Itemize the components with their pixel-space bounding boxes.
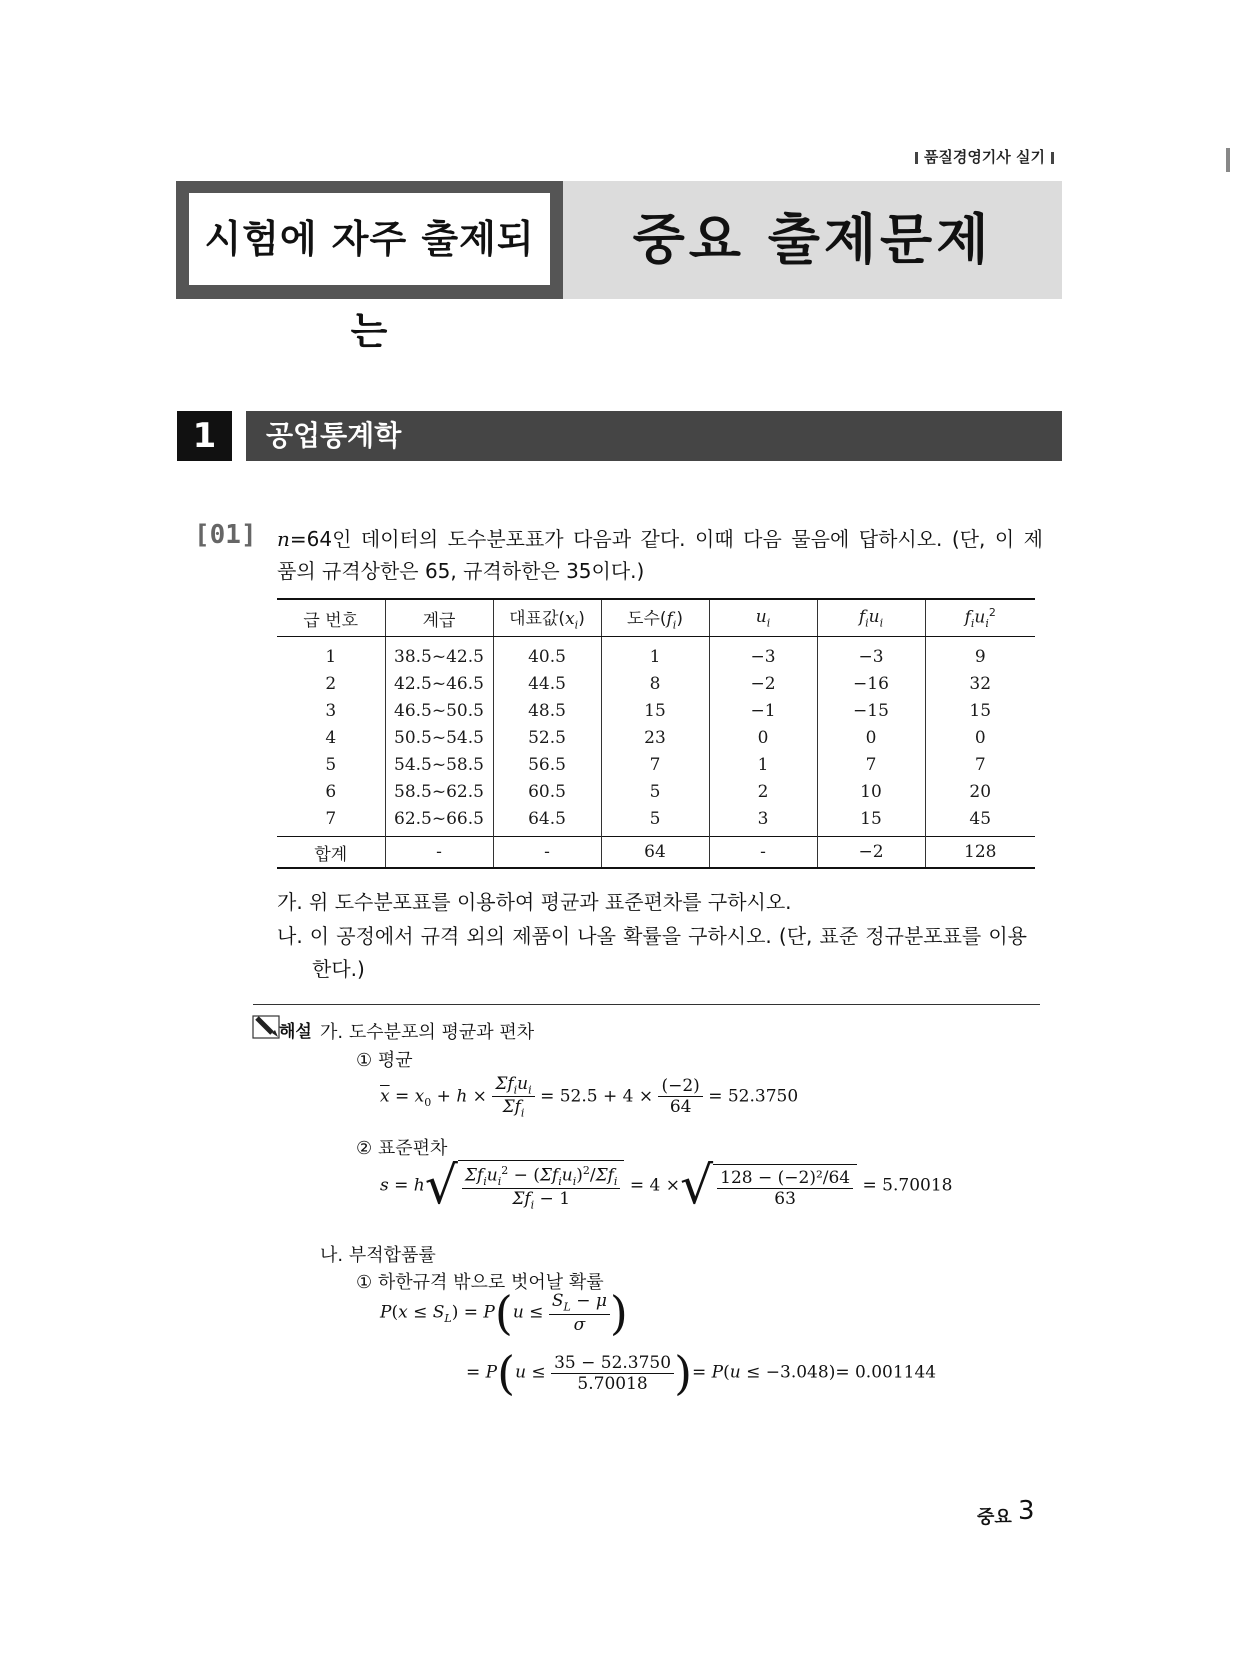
table-cell: 1	[325, 646, 337, 667]
prob-result: = 0.001144	[835, 1362, 937, 1383]
table-cell: 7	[601, 751, 709, 778]
section-number: 1	[177, 411, 232, 461]
sub-question-a: 가. 위 도수분포표를 이용하여 평균과 표준편차를 구하시오.	[277, 890, 792, 914]
z-fraction: $\frac{35 - 52.3750}{5.70018}$	[551, 1353, 674, 1394]
solution-part-a: 가. 도수분포의 평균과 편차	[320, 1022, 535, 1043]
table-cell: 6	[325, 781, 337, 802]
table-cell: −15	[817, 697, 925, 724]
table-cell: 1	[601, 637, 709, 671]
total-cell: -	[385, 837, 493, 869]
table-cell: 44.5	[493, 670, 601, 697]
total-cell: -	[709, 837, 817, 869]
sub-question-b: 나. 이 공정에서 규격 외의 제품이 나올 확률을 구하시오. (단, 표준 정규분포표를 이용	[277, 924, 1027, 948]
footer-label: 중요	[977, 1507, 1012, 1528]
total-cell: 64	[601, 837, 709, 869]
header-class: 계급	[385, 599, 493, 637]
table-row	[277, 805, 1035, 837]
table-cell: 5	[601, 778, 709, 805]
table-row	[277, 697, 1035, 724]
table-cell: 15	[817, 805, 925, 837]
sd-title: ② 표준편차	[356, 1138, 448, 1159]
table-cell: 3	[709, 805, 817, 837]
table-cell: −1	[709, 697, 817, 724]
solution-label: 해설	[279, 1022, 312, 1042]
table-row	[277, 724, 1035, 751]
total-label: 합계	[277, 837, 385, 869]
banner-subtitle: 시험에 자주 출제되는	[204, 217, 535, 353]
table-cell: 54.5~58.5	[385, 751, 493, 778]
prob-formula-1: $P(x \le S_L) = P(u$ ≤ $\frac{S_L - \mu}{\sigma}$ )	[380, 1286, 628, 1340]
table-cell: 56.5	[493, 751, 601, 778]
question-text-line1: n=64인 데이터의 도수분포표가 다음과 같다. 이때 다음 물음에 답하시오. (단, 이 제	[277, 527, 1043, 551]
table-cell: −16	[817, 670, 925, 697]
table-cell: 5	[325, 754, 337, 775]
total-cell: −2	[817, 837, 925, 869]
banner-title: 중요 출제문제	[632, 208, 993, 271]
table-cell: 15	[601, 697, 709, 724]
section-title: 공업통계학	[266, 419, 402, 452]
table-cell: −2	[709, 670, 817, 697]
header-fu2: $f_iu_i^2$	[925, 599, 1035, 637]
table-header-row	[277, 599, 1035, 637]
table-cell: 60.5	[493, 778, 601, 805]
header-class-number: 급 번호	[277, 599, 385, 637]
table-cell: 50.5~54.5	[385, 724, 493, 751]
table-cell: 2	[709, 778, 817, 805]
table-cell: 40.5	[493, 637, 601, 671]
table-cell: 62.5~66.5	[385, 805, 493, 837]
table-cell: 15	[925, 697, 1035, 724]
table-row	[277, 670, 1035, 697]
table-cell: 9	[925, 637, 1035, 671]
table-cell: 32	[925, 670, 1035, 697]
table-cell: 42.5~46.5	[385, 670, 493, 697]
page-edge-mark	[1226, 148, 1230, 172]
solution-part-b: 나. 부적합품률	[320, 1245, 436, 1266]
header-u: $u_i$	[709, 599, 817, 637]
table-cell: −3	[709, 637, 817, 671]
mean-result: = 52.3750	[708, 1086, 799, 1107]
table-cell: 2	[325, 673, 337, 694]
question-number: [01]	[194, 520, 257, 550]
running-header: 품질경영기사 실기	[880, 146, 1060, 167]
sd-formula: s = h√ $\frac{\Sigma f_iu_i^2 - (\Sigma f_iu_i)^2/\Sigma f_i}{\Sigma f_i - 1}$ = 4 ×√ $\frac{\text{128 − (−2)²/64}}{63}$ = 5.70018	[380, 1156, 953, 1216]
table-cell: 23	[601, 724, 709, 751]
table-cell: 58.5~62.5	[385, 778, 493, 805]
total-cell: 128	[925, 837, 1035, 869]
table-cell: 1	[709, 751, 817, 778]
table-cell: 7	[325, 808, 337, 829]
table-cell: 0	[817, 724, 925, 751]
table-cell: −3	[817, 637, 925, 671]
pencil-icon	[252, 1010, 282, 1040]
table-cell: 4	[325, 727, 337, 748]
table-cell: 20	[925, 778, 1035, 805]
lower-limit-title: ① 하한규격 밖으로 벗어날 확률	[356, 1272, 604, 1293]
header-frequency: 도수$(f_i)$	[601, 599, 709, 637]
table-cell: 3	[325, 700, 337, 721]
page-number: 3	[1018, 1496, 1035, 1526]
solution-divider	[253, 1004, 1040, 1005]
table-row	[277, 778, 1035, 805]
table-cell: 45	[925, 805, 1035, 837]
header-representative: 대표값$(x_i)$	[493, 599, 601, 637]
sd-value-fraction: $\frac{\text{128 − (−2)²/64}}{63}$	[717, 1168, 853, 1209]
table-cell: 8	[601, 670, 709, 697]
question-text-line2: 품의 규격상한은 65, 규격하한은 35이다.)	[277, 559, 645, 583]
table-row	[277, 637, 1035, 671]
mean-formula: $\overline{x} = x_0 + h$ × $\frac{\Sigma f_iu_i}{\Sigma f_i}$ = 52.5 + 4 × $\frac{(-2)}{64}$ = 52.3750	[380, 1074, 799, 1120]
frequency-table	[277, 598, 1035, 869]
prob-formula-2: = P(u ≤ $\frac{35 - 52.3750}{5.70018}$ )= P(u ≤ −3.048)= 0.001144	[466, 1346, 937, 1400]
table-cell: 10	[817, 778, 925, 805]
sub-question-b-cont: 한다.)	[312, 957, 365, 981]
sd-result: = 5.70018	[862, 1175, 953, 1196]
mean-fraction: $\frac{\Sigma f_iu_i}{\Sigma f_i}$	[492, 1074, 534, 1120]
table-cell: 46.5~50.5	[385, 697, 493, 724]
table-cell: 64.5	[493, 805, 601, 837]
table-cell: 0	[925, 724, 1035, 751]
table-cell: 52.5	[493, 724, 601, 751]
table-row	[277, 751, 1035, 778]
header-fu: $f_iu_i$	[817, 599, 925, 637]
mean-title: ① 평균	[356, 1050, 413, 1071]
table-cell: 7	[817, 751, 925, 778]
table-cell: 7	[925, 751, 1035, 778]
table-cell: 5	[601, 805, 709, 837]
table-cell: 48.5	[493, 697, 601, 724]
mean-value-fraction: $\frac{(-2)}{64}$	[658, 1076, 702, 1117]
table-cell: 38.5~42.5	[385, 637, 493, 671]
table-cell: 0	[709, 724, 817, 751]
total-cell: -	[493, 837, 601, 869]
table-total-row	[277, 837, 1035, 869]
